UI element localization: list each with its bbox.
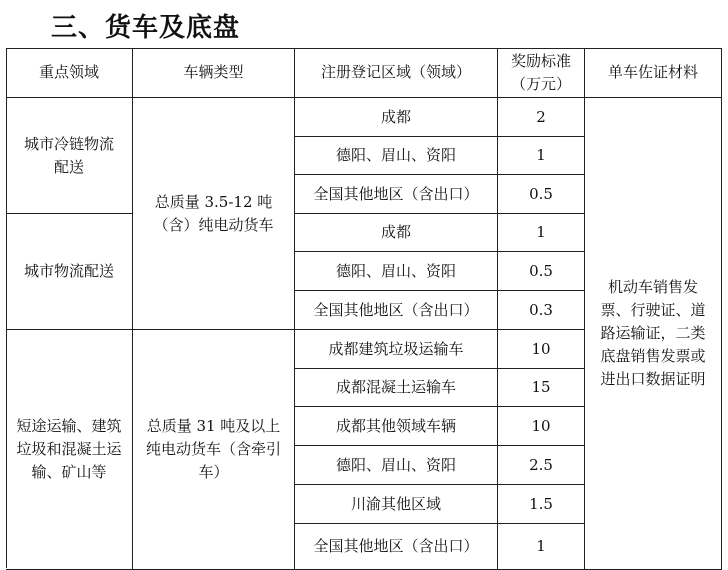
reward-cell: 0.5	[498, 175, 585, 214]
reward-cell: 1	[498, 137, 585, 175]
reward-cell: 1	[498, 524, 585, 570]
reward-cell: 2	[498, 98, 585, 137]
vehicle-type-light: 总质量 3.5-12 吨（含）纯电动货车	[133, 98, 295, 330]
reward-cell: 0.3	[498, 291, 585, 330]
header-reward: 奖励标准（万元）	[498, 48, 585, 98]
reward-cell: 1.5	[498, 485, 585, 524]
reward-cell: 1	[498, 214, 585, 252]
region-cell: 川渝其他区域	[295, 485, 498, 524]
region-cell: 德阳、眉山、资阳	[295, 137, 498, 175]
materials-cell: 机动车销售发票、行驶证、道路运输证，二类底盘销售发票或进出口数据证明	[585, 98, 722, 570]
domain-city-logistics: 城市物流配送	[6, 214, 133, 330]
header-materials: 单车佐证材料	[585, 48, 722, 98]
header-domain: 重点领域	[6, 48, 133, 98]
reward-cell: 0.5	[498, 252, 585, 291]
reward-cell: 10	[498, 407, 585, 446]
domain-short-haul: 短途运输、建筑垃圾和混凝土运输、矿山等	[6, 330, 133, 570]
domain-cold-chain: 城市冷链物流配送	[6, 98, 133, 214]
region-cell: 成都其他领域车辆	[295, 407, 498, 446]
region-cell: 成都建筑垃圾运输车	[295, 330, 498, 369]
region-cell: 德阳、眉山、资阳	[295, 252, 498, 291]
header-region: 注册登记区域（领域）	[295, 48, 498, 98]
region-cell: 成都混凝土运输车	[295, 369, 498, 407]
region-cell: 成都	[295, 98, 498, 137]
region-cell: 全国其他地区（含出口）	[295, 524, 498, 570]
reward-cell: 10	[498, 330, 585, 369]
section-heading: 三、货车及底盘	[51, 13, 241, 43]
region-cell: 成都	[295, 214, 498, 252]
region-cell: 德阳、眉山、资阳	[295, 446, 498, 485]
vehicle-type-heavy: 总质量 31 吨及以上纯电动货车（含牵引车）	[133, 330, 295, 570]
header-vehicle-type: 车辆类型	[133, 48, 295, 98]
region-cell: 全国其他地区（含出口）	[295, 291, 498, 330]
reward-cell: 2.5	[498, 446, 585, 485]
reward-cell: 15	[498, 369, 585, 407]
region-cell: 全国其他地区（含出口）	[295, 175, 498, 214]
